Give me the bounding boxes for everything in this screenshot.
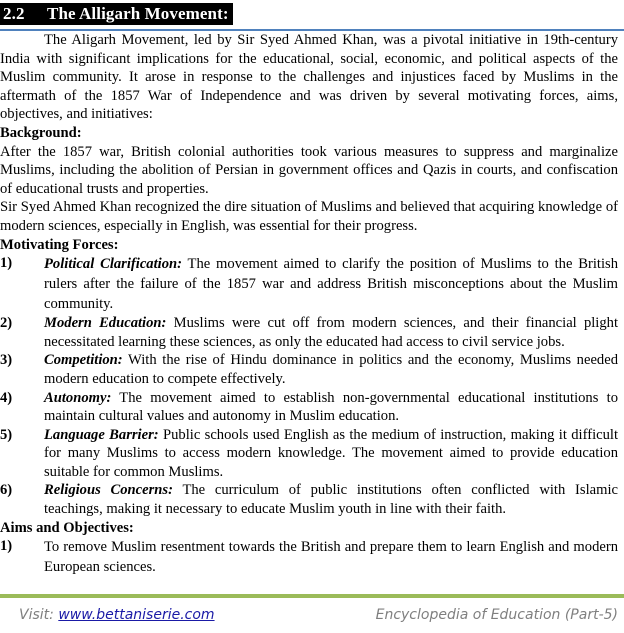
list-item-number: 6) — [0, 482, 13, 499]
list-item-term: Language Barrier: — [44, 426, 159, 443]
list-item-number: 5) — [0, 426, 13, 443]
list-item-term: Competition: — [44, 352, 123, 369]
list-item-term: Autonomy: — [44, 389, 112, 406]
book-title: Encyclopedia of Education (Part-5) — [375, 607, 618, 623]
motivating-forces-heading: Motivating Forces: — [0, 236, 119, 253]
background-paragraph-1: After the 1857 war, British colonial authorities took various measures to suppress and marginalize Muslims, including the abolition of Persian in government offices and Qazis in courts, and confiscation of educational trusts and properties. — [0, 143, 618, 197]
background-heading: Background: — [0, 124, 82, 141]
list-item — [0, 426, 618, 482]
list-item — [0, 537, 618, 577]
list-item-term: Religious Concerns: — [44, 482, 173, 499]
section-title: The Alligarh Movement: — [47, 4, 229, 23]
website-link[interactable]: www.bettaniserie.com — [58, 607, 215, 623]
list-item-text: The movement aimed to clarify the position of Muslims to the British rulers after the failure of the 1857 war and address British misconceptions about the Muslim community. — [44, 256, 618, 313]
list-item-number: 4) — [0, 389, 13, 406]
list-item — [0, 389, 618, 426]
section-heading-block — [0, 3, 233, 25]
list-item-text: Public schools used English as the medium of instruction, making it difficult for many Muslims to access modern knowledge. The movement aimed to provide education suitable for common Muslims. — [44, 426, 619, 480]
background-paragraph-2: Sir Syed Ahmed Khan recognized the dire situation of Muslims and believed that acquiring knowledge of modern sciences, especially in English, was essential for their progress. — [0, 199, 618, 234]
list-item — [0, 314, 618, 351]
footer-visit — [19, 607, 215, 623]
visit-label: Visit: — [19, 607, 59, 623]
list-item-term: Political Clarification: — [44, 256, 182, 273]
list-item-text: To remove Muslim resentment towards the British and prepare them to learn English and modern European sciences. — [44, 539, 618, 576]
list-item-text: With the rise of Hindu dominance in politics and the economy, Muslims needed modern education to compete effectively. — [44, 352, 618, 387]
list-item-term: Modern Education: — [44, 315, 167, 332]
page-content — [0, 31, 618, 577]
list-item — [0, 481, 618, 518]
aims-heading: Aims and Objectives: — [0, 519, 134, 536]
list-item-number: 3) — [0, 352, 13, 369]
section-heading — [0, 3, 233, 25]
intro-paragraph: The Aligarh Movement, led by Sir Syed Ahmed Khan, was a pivotal initiative in 19th-century India with significant implications for the educational, social, economic, and political aspects of the Muslim community. It arose in response to the challenges and injustices faced by Muslims in the aftermath of the 1857 War of Independence and was driven by several motivating forces, aims, objectives, and initiatives: — [0, 32, 618, 123]
list-item-number: 2) — [0, 315, 13, 332]
list-item-text: The movement aimed to establish non-governmental educational institutions to maintain cultural values and autonomy in Muslim education. — [44, 389, 618, 425]
section-number: 2.2 — [3, 4, 25, 23]
list-item-text: The curriculum of public institutions often conflicted with Islamic teachings, making it necessary to educate Muslim youth in line with their faith. — [44, 482, 618, 518]
list-item-text: Muslims were cut off from modern sciences, and their financial plight necessitated learning these sciences, as only the educated had access to civil service jobs. — [44, 315, 619, 350]
bottom-rule — [0, 594, 624, 598]
list-item — [0, 254, 618, 314]
list-item — [0, 351, 618, 388]
page-footer — [0, 605, 624, 629]
list-item-number: 1) — [0, 538, 13, 555]
list-item-number: 1) — [0, 255, 13, 272]
